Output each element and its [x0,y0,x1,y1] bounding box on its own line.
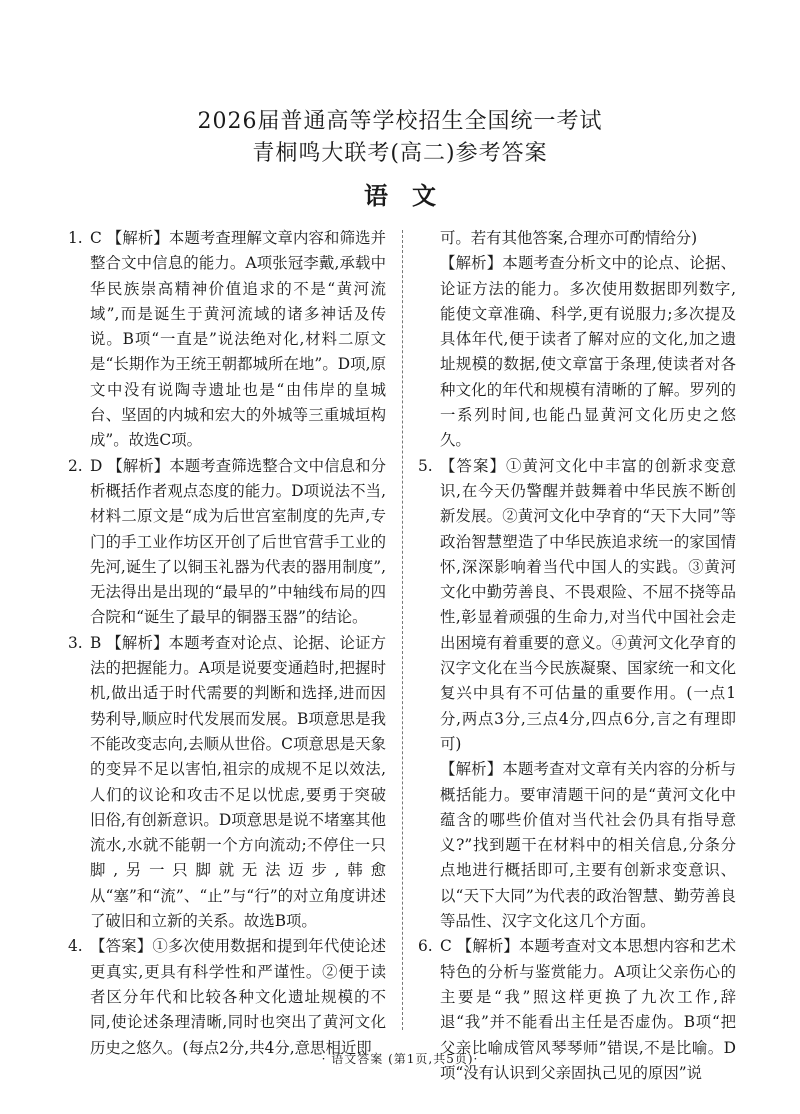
item-text: 【答案】①多次使用数据和提到年代使论述更真实,更具有科学性和严谨性。②便于读者区分年代和比较各种文化遗址规模的不同,使论述条理清晰,同时也突出了黄河文化历史之悠久。(每点2分,共4分,意思相近即 [90,937,386,1057]
subject-heading: 语文 [364,181,460,210]
answer-item-5 [418,454,736,758]
item-number: 2. [68,456,83,475]
exam-subtitle: 青桐鸣大联考(高二)参考答案 [252,141,548,166]
answer-item-1 [68,226,386,454]
item-text: B 【解析】本题考查对论点、论据、论证方法的把握能力。A项是说要变通趋时,把握时机,做出适于时代需要的判断和选择,进而因势利导,顺应时代发展而发展。B项意思是我不能改变志向,去顺从世俗。C项意思是天象的变异不足以害怕,祖宗的成规不足以效法,人们的议论和攻击不足以忧虑,要勇于突破旧俗,有创新意识。D项意思是说不堵塞其他流水,水就不能朝一个方向流动;不停住一只脚,另一只脚就无法迈步,韩愈从“塞”和“流”、“止”与“行”的对立角度讲述了破旧和立新的关系。故选B项。 [90,633,386,931]
item-number: 4. [68,937,83,956]
column-divider [402,230,403,1030]
answer-item-4-analysis [418,251,736,453]
item-number: 3. [68,633,83,652]
item-number: 1. [68,229,83,247]
answer-item-4-continued [418,226,736,251]
item-number: 5. [418,456,433,475]
answer-item-3 [68,631,386,935]
page-footer: · 语文答案 (第1页,共5页)· [321,1052,479,1066]
right-column [418,226,736,1086]
item-text: C 【解析】本题考查对文本思想内容和艺术特色的分析与鉴赏能力。A项让父亲伤心的主要是“我”照这样更换了九次工作,辞退“我”并不能看出主任是否虚伪。B项“把父亲比喻成管风琴琴师”错误,不是比喻。D项“没有认识到父亲固执己见的原因”说 [440,937,736,1082]
answer-item-4 [68,934,386,1060]
item-text: 【答案】①黄河文化中丰富的创新求变意识,在今天仍警醒并鼓舞着中华民族不断创新发展。②黄河文化中孕育的“天下大同”等政治智慧塑造了中华民族追求统一的家国情怀,深深影响着当代中国人的实践。③黄河文化中勤劳善良、不畏艰险、不屈不挠等品性,彰显着顽强的生命力,对当代中国社会走出困境有着重要的意义。④黄河文化孕育的汉字文化在当今民族凝聚、国家统一和文化复兴中具有不可估量的重要作用。(一点1分,两点3分,三点4分,四点6分,言之有理即可) [440,456,736,753]
left-column [68,226,386,1061]
item-text: D 【解析】本题考查筛选整合文中信息和分析概括作者观点态度的能力。D项说法不当,材料二原文是“成为后世宫室制度的先声,专门的手工业作坊区开创了后世官营手工业的先河,诞生了以铜玉礼器为代表的器用制度”,无法得出是出现的“最早的”中轴线布局的四合院和“诞生了最早的铜器玉器”的结论。 [90,456,386,627]
item-text: 【解析】本题考查分析文中的论点、论据、论证方法的能力。多次使用数据即列数字,能使文章准确、科学,更有说服力;多次提及具体年代,便于读者了解对应的文化,加之遗址规模的数据,使文章富于条理,使读者对各种文化的年代和规模有清晰的了解。罗列的一系列时间,也能凸显黄河文化历史之悠久。 [440,254,736,450]
item-text: 【解析】本题考查对文章有关内容的分析与概括能力。要审清题干问的是“黄河文化中蕴含的哪些价值对当代社会仍具有指导意义?”找到题干在材料中的相关信息,分条分点地进行概括即可,主要有创新求变意识、以“天下大同”为代表的政治智慧、勤劳善良等品性、汉字文化这几个方面。 [440,760,736,931]
item-text: 可。若有其他答案,合理亦可酌情给分) [440,229,698,247]
answer-item-2 [68,454,386,631]
item-text: C 【解析】本题考查理解文章内容和筛选并整合文中信息的能力。A项张冠李戴,承载中华民族崇高精神价值追求的不是“黄河流域”,而是诞生于黄河流域的诸多神话及传说。B项“一直是”说法绝对化,材料二原文是“长期作为王统王朝都城所在地”。D项,原文中没有说陶寺遗址也是“由伟岸的皇城台、坚固的内城和宏大的外城等三重城垣构成”。故选C项。 [90,229,386,450]
answer-item-5-analysis [418,757,736,934]
item-number: 6. [418,937,433,956]
exam-title: 2026届普通高等学校招生全国统一考试 [197,109,603,134]
